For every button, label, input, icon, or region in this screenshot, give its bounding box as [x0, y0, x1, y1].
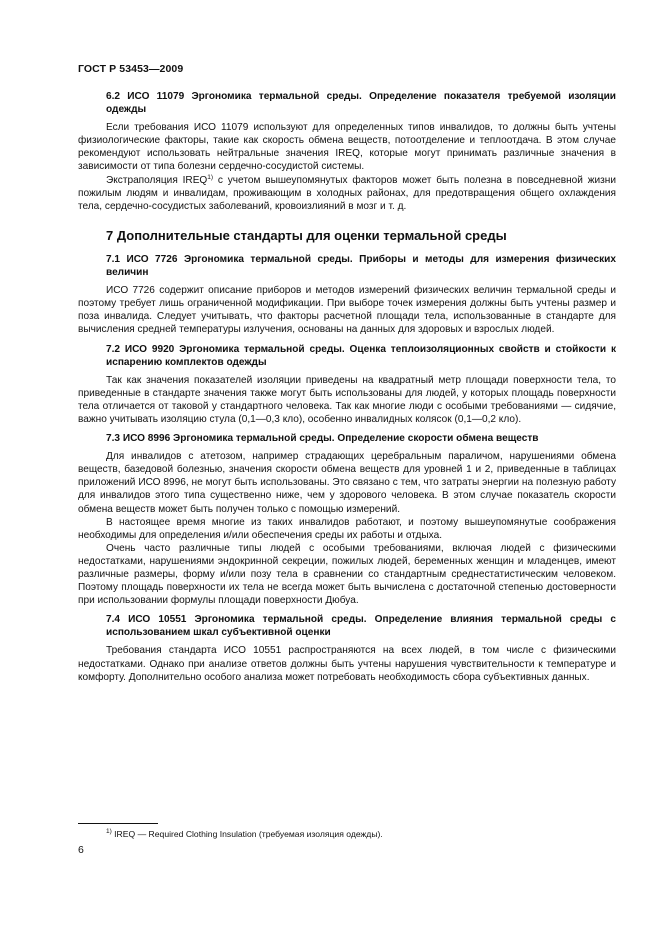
- footnote-marker: 1): [106, 828, 112, 835]
- paragraph: Требования стандарта ИСО 10551 распространяются на всех людей, в том числе с физическими недостатками. Однако при анализе ответов должны быть учтены нарушения чувствительности к температуре и комфорту. Дополнительно особого анализа может потребовать необходимость сбора субъективных данных.: [78, 645, 616, 683]
- subsection-heading-7-3: 7.3 ИСО 8996 Эргономика термальной среды. Определение скорости обмена веществ: [106, 433, 539, 445]
- footnote-reference: 1): [207, 173, 214, 181]
- subsection-heading-6-2: 6.2 ИСО 11079 Эргономика термальной среды. Определение показателя требуемой изоляции одежды: [106, 91, 616, 116]
- footnote-text: IREQ — Required Clothing Insulation (требуемая изоляция одежды).: [114, 829, 383, 839]
- section-heading-7: 7 Дополнительные стандарты для оценки термальной среды: [106, 227, 507, 243]
- paragraph: ИСО 7726 содержит описание приборов и методов измерений физических величин термальной среды и поэтому требует лишь ограниченной модификации. При выборе точек измерения должны быть учтены размер и поза инвалида. Следует учитывать, что факторы расчетной площади тела, использованные в стандарте для вычисления средней температуры излучения, основаны на данных для здоровых и взрослых людей.: [78, 285, 616, 336]
- paragraph: Для инвалидов с атетозом, например страдающих церебральным параличом, нарушениями обмена веществ, базедовой болезнью, значения скорости обмена веществ для уровней 1 и 2, приведенные в таблицах приложений ИСО 8996, не могут быть использованы. Это связано с тем, что затраты энергии на полезную работу для инвалидов этого типа существенно ниже, чем у здорового человека. В этом случае показатель скорости обмена веществ может быть получен только с помощью измерений.: [78, 451, 616, 515]
- footnote: [106, 829, 383, 839]
- paragraph: Если требования ИСО 11079 используют для определенных типов инвалидов, то должны быть учтены физиологические факторы, такие как скорость обмена веществ, потоотделение и теплоотдача. В этом случае рекомендуют использовать нейтральные значения IREQ, которые могут принимать различные значения в зависимости от типа болезни сердечно-сосудистой системы.: [78, 122, 616, 173]
- subsection-heading-7-4: 7.4 ИСО 10551 Эргономика термальной среды. Определение влияния термальной среды с использованием шкал субъективной оценки: [106, 614, 616, 639]
- paragraph-with-footnote: [78, 174, 616, 213]
- subsection-heading-7-2: 7.2 ИСО 9920 Эргономика термальной среды. Оценка теплоизоляционных свойств и стойкости к испарению комплектов одежды: [106, 343, 616, 368]
- paragraph: В настоящее время многие из таких инвалидов работают, и поэтому вышеупомянутые соображения необходимы для определения и/или обеспечения среды их работы и отдыха.: [78, 516, 616, 541]
- paragraph: Очень часто различные типы людей с особыми требованиями, включая людей с физическими недостатками, нарушениями эндокринной секреции, пожилых людей, беременных женщин и младенцев, имеют различные размеры, форму и/или позу тела в сравнении со стандартным среднестатистическим человеком. Поэтому площадь поверхности их тела не всегда может быть вычислена с достаточной степенью достоверности при использовании формулы площади поверхности Дюбуа.: [78, 542, 616, 607]
- page-content: [78, 90, 616, 684]
- paragraph-text: с учетом вышеупомянутых факторов может быть полезна в повседневной жизни пожилым людям и инвалидам, проживающим в холодных районах, для предотвращения общего охлаждения тела, сердечно-сосудистых заболеваний, кровоизлияний в мозг и т. д.: [78, 174, 616, 212]
- page-header: ГОСТ Р 53453—2009: [78, 63, 184, 75]
- paragraph: Так как значения показателей изоляции приведены на квадратный метр площади поверхности тела, то приведенные в стандарте значения также могут быть использованы для людей, у которых площадь поверхности тела отличается от таковой у стандартного человека. Так как многие люди с особыми требованиями — сидячие, важно учитывать изоляцию стула (0,1—0,3 кло), особенно инвалидных колясок (0,1—0,2 кло).: [78, 374, 616, 425]
- paragraph-text: Экстраполяция IREQ: [106, 174, 208, 186]
- footnote-separator: [78, 823, 158, 824]
- subsection-heading-7-1: 7.1 ИСО 7726 Эргономика термальной среды. Приборы и методы для измерения физических величин: [106, 253, 616, 279]
- page-number: 6: [78, 844, 84, 856]
